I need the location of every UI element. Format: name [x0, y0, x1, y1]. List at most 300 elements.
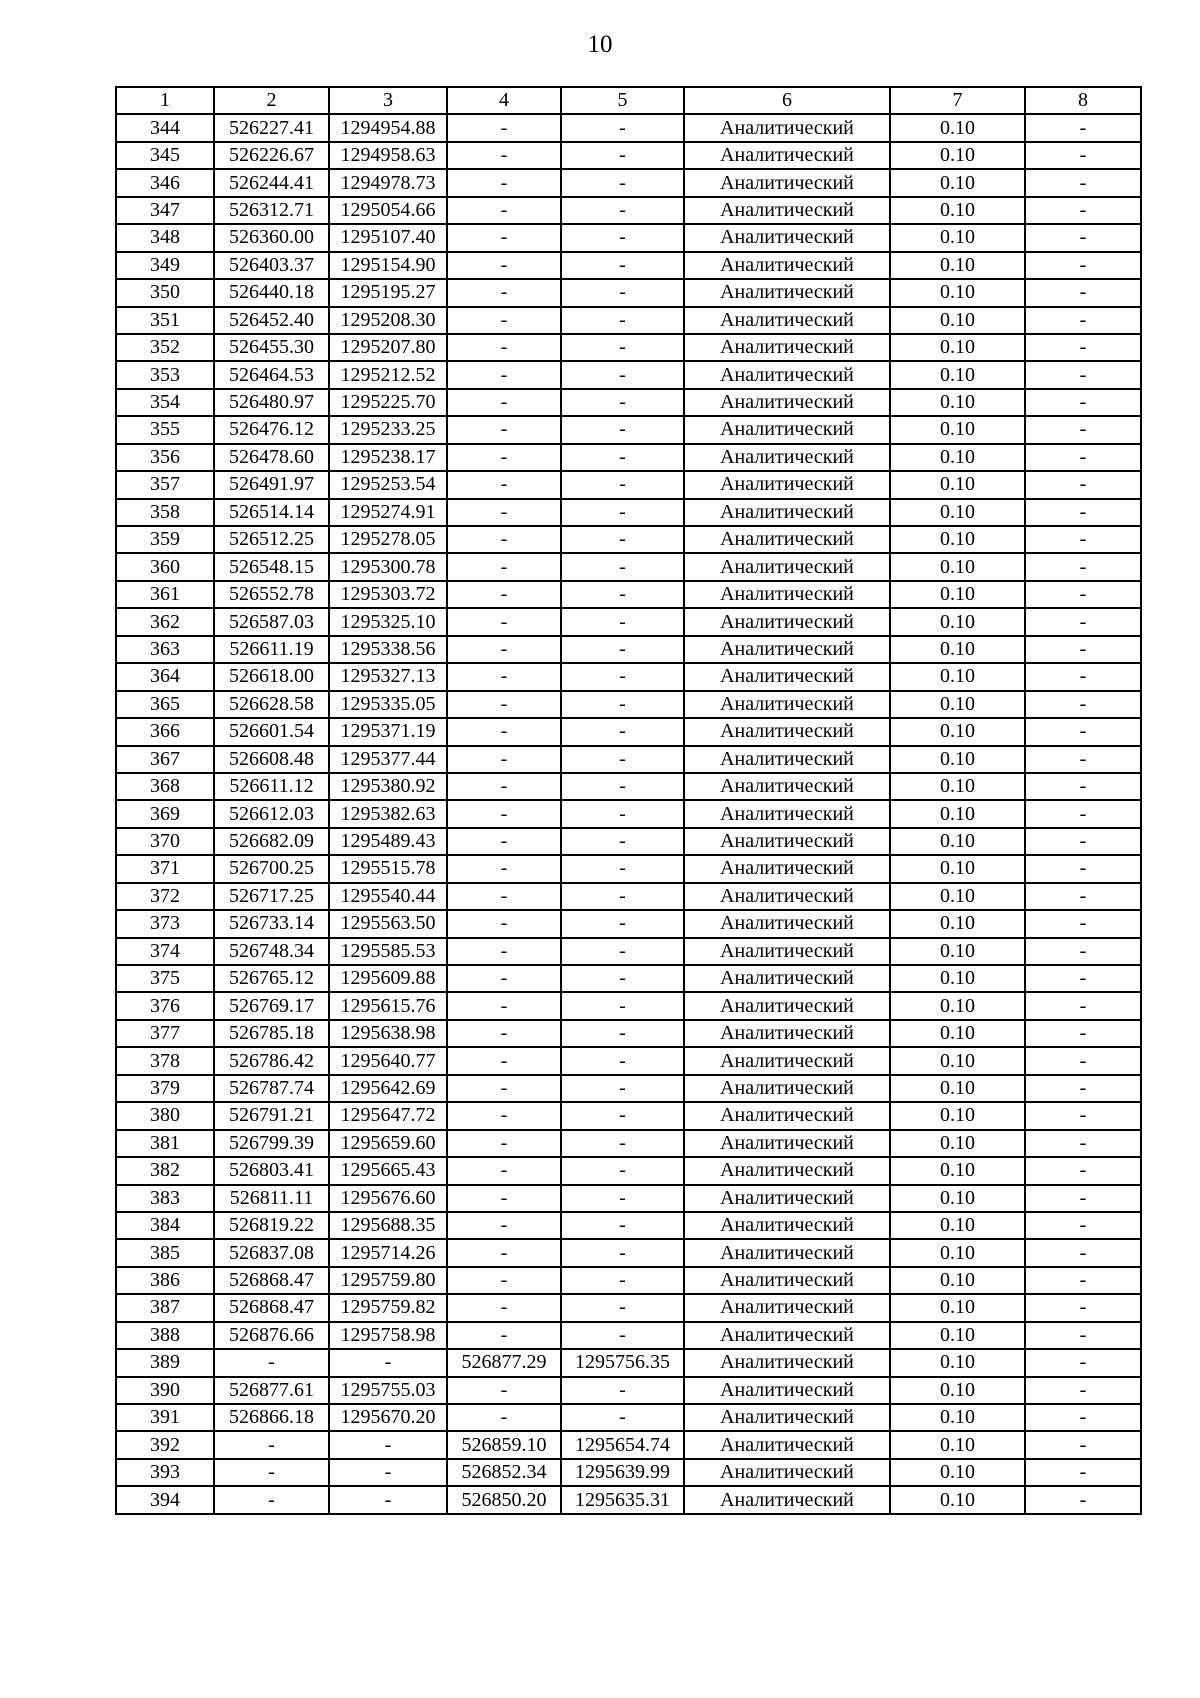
table-cell: - — [447, 1322, 561, 1349]
table-cell: - — [447, 334, 561, 361]
table-cell: - — [447, 828, 561, 855]
column-header: 6 — [684, 87, 890, 114]
table-cell: 526811.11 — [214, 1185, 329, 1212]
table-cell: 1295515.78 — [329, 855, 447, 882]
table-cell: 0.10 — [890, 1157, 1025, 1184]
table-cell: 0.10 — [890, 334, 1025, 361]
table-cell: 526866.18 — [214, 1404, 329, 1431]
table-cell: 0.10 — [890, 307, 1025, 334]
table-cell: - — [214, 1459, 329, 1486]
table-row — [116, 334, 1141, 361]
table-row — [116, 910, 1141, 937]
table-cell: 380 — [116, 1102, 214, 1129]
table-cell: - — [447, 1102, 561, 1129]
table-row — [116, 636, 1141, 663]
table-cell: 387 — [116, 1294, 214, 1321]
table-header-row — [116, 87, 1141, 114]
table-row — [116, 307, 1141, 334]
table-cell: - — [447, 800, 561, 827]
column-header: 5 — [561, 87, 684, 114]
table-cell: 1295212.52 — [329, 361, 447, 388]
table-cell: - — [1025, 1102, 1141, 1129]
table-cell: 1295642.69 — [329, 1075, 447, 1102]
table-cell: - — [1025, 224, 1141, 251]
table-cell: 349 — [116, 252, 214, 279]
table-row — [116, 1185, 1141, 1212]
table-cell: Аналитический — [684, 526, 890, 553]
table-cell: 1295714.26 — [329, 1239, 447, 1266]
table-cell: 360 — [116, 553, 214, 580]
table-cell: - — [447, 526, 561, 553]
table-cell: 0.10 — [890, 389, 1025, 416]
table-cell: 526608.48 — [214, 746, 329, 773]
table-row — [116, 279, 1141, 306]
table-row — [116, 1075, 1141, 1102]
table-cell: 526700.25 — [214, 855, 329, 882]
table-cell: - — [561, 252, 684, 279]
table-cell: Аналитический — [684, 197, 890, 224]
table-row — [116, 800, 1141, 827]
table-cell: Аналитический — [684, 1459, 890, 1486]
table-cell: - — [561, 114, 684, 141]
table-cell: 357 — [116, 471, 214, 498]
table-cell: 1295759.80 — [329, 1267, 447, 1294]
table-cell: Аналитический — [684, 718, 890, 745]
table-cell: - — [447, 1157, 561, 1184]
table-cell: 526748.34 — [214, 938, 329, 965]
table-cell: - — [561, 581, 684, 608]
table-cell: 384 — [116, 1212, 214, 1239]
table-cell: 526868.47 — [214, 1294, 329, 1321]
table-cell: 0.10 — [890, 828, 1025, 855]
table-cell: Аналитический — [684, 1239, 890, 1266]
table-cell: 345 — [116, 142, 214, 169]
table-cell: - — [561, 1157, 684, 1184]
table-row — [116, 773, 1141, 800]
table-cell: 0.10 — [890, 444, 1025, 471]
table-cell: - — [561, 1075, 684, 1102]
table-cell: Аналитический — [684, 1349, 890, 1376]
table-cell: - — [561, 773, 684, 800]
table-cell: Аналитический — [684, 389, 890, 416]
table-cell: 0.10 — [890, 1075, 1025, 1102]
table-cell: Аналитический — [684, 1486, 890, 1513]
table-cell: 526877.61 — [214, 1377, 329, 1404]
table-cell: 392 — [116, 1431, 214, 1458]
table-cell: 394 — [116, 1486, 214, 1513]
table-row — [116, 746, 1141, 773]
table-cell: - — [561, 938, 684, 965]
table-cell: - — [1025, 334, 1141, 361]
column-header: 8 — [1025, 87, 1141, 114]
table-cell: 0.10 — [890, 1377, 1025, 1404]
table-cell: 1295585.53 — [329, 938, 447, 965]
table-cell: - — [561, 1185, 684, 1212]
table-cell: - — [447, 224, 561, 251]
table-row — [116, 581, 1141, 608]
table-cell: - — [1025, 910, 1141, 937]
table-cell: - — [561, 1020, 684, 1047]
table-cell: 355 — [116, 416, 214, 443]
column-header: 2 — [214, 87, 329, 114]
table-cell: 526877.29 — [447, 1349, 561, 1376]
table-row — [116, 855, 1141, 882]
table-cell: 393 — [116, 1459, 214, 1486]
table-row — [116, 992, 1141, 1019]
table-cell: 526628.58 — [214, 691, 329, 718]
table-cell: 371 — [116, 855, 214, 882]
table-cell: 0.10 — [890, 553, 1025, 580]
table-cell: - — [1025, 416, 1141, 443]
table-row — [116, 553, 1141, 580]
table-row — [116, 1239, 1141, 1266]
table-cell: 376 — [116, 992, 214, 1019]
table-cell: - — [561, 608, 684, 635]
table-cell: 1295654.74 — [561, 1431, 684, 1458]
table-cell: 0.10 — [890, 608, 1025, 635]
table-cell: 347 — [116, 197, 214, 224]
table-row — [116, 1047, 1141, 1074]
table-cell: 0.10 — [890, 1486, 1025, 1513]
table-cell: Аналитический — [684, 1102, 890, 1129]
table-cell: Аналитический — [684, 1431, 890, 1458]
table-cell: 526476.12 — [214, 416, 329, 443]
table-cell: 0.10 — [890, 1267, 1025, 1294]
table-cell: - — [561, 965, 684, 992]
table-cell: 381 — [116, 1130, 214, 1157]
table-cell: 0.10 — [890, 636, 1025, 663]
table-cell: - — [561, 142, 684, 169]
table-cell: - — [1025, 1239, 1141, 1266]
table-cell: 526791.21 — [214, 1102, 329, 1129]
table-cell: Аналитический — [684, 608, 890, 635]
table-cell: Аналитический — [684, 910, 890, 937]
table-cell: 344 — [116, 114, 214, 141]
table-cell: 1295225.70 — [329, 389, 447, 416]
table-cell: 0.10 — [890, 279, 1025, 306]
table-cell: 1295676.60 — [329, 1185, 447, 1212]
table-cell: 0.10 — [890, 773, 1025, 800]
table-cell: 0.10 — [890, 1130, 1025, 1157]
table-cell: - — [1025, 855, 1141, 882]
table-cell: - — [561, 1212, 684, 1239]
table-cell: - — [561, 910, 684, 937]
table-cell: - — [561, 444, 684, 471]
table-cell: - — [447, 307, 561, 334]
table-cell: Аналитический — [684, 1404, 890, 1431]
table-cell: 1295540.44 — [329, 883, 447, 910]
table-cell: 391 — [116, 1404, 214, 1431]
table-cell: - — [561, 499, 684, 526]
table-cell: 363 — [116, 636, 214, 663]
table-cell: 526859.10 — [447, 1431, 561, 1458]
table-cell: Аналитический — [684, 1075, 890, 1102]
table-row — [116, 114, 1141, 141]
table-cell: 348 — [116, 224, 214, 251]
table-cell: 1295380.92 — [329, 773, 447, 800]
table-cell: Аналитический — [684, 1020, 890, 1047]
table-cell: 362 — [116, 608, 214, 635]
table-cell: 370 — [116, 828, 214, 855]
table-cell: - — [447, 581, 561, 608]
table-cell: 0.10 — [890, 1431, 1025, 1458]
table-cell: - — [1025, 1157, 1141, 1184]
table-cell: 526785.18 — [214, 1020, 329, 1047]
table-cell: 0.10 — [890, 1212, 1025, 1239]
table-cell: - — [1025, 389, 1141, 416]
table-cell: 0.10 — [890, 883, 1025, 910]
table-cell: 526868.47 — [214, 1267, 329, 1294]
table-row — [116, 1102, 1141, 1129]
table-cell: 0.10 — [890, 142, 1025, 169]
table-cell: - — [1025, 636, 1141, 663]
table-cell: 1294978.73 — [329, 169, 447, 196]
table-cell: - — [447, 1020, 561, 1047]
table-cell: 0.10 — [890, 169, 1025, 196]
table-cell: - — [1025, 581, 1141, 608]
table-cell: 526819.22 — [214, 1212, 329, 1239]
table-cell: Аналитический — [684, 142, 890, 169]
table-row — [116, 1459, 1141, 1486]
table-cell: Аналитический — [684, 307, 890, 334]
table-cell: Аналитический — [684, 252, 890, 279]
table-cell: - — [447, 553, 561, 580]
table-cell: 0.10 — [890, 471, 1025, 498]
table-body — [116, 87, 1141, 1514]
table-cell: 526226.67 — [214, 142, 329, 169]
table-row — [116, 663, 1141, 690]
table-cell: - — [214, 1486, 329, 1513]
table-cell: - — [447, 992, 561, 1019]
table-row — [116, 1486, 1141, 1513]
table-row — [116, 197, 1141, 224]
table-cell: - — [1025, 1020, 1141, 1047]
table-cell: - — [447, 169, 561, 196]
table-cell: - — [1025, 526, 1141, 553]
table-cell: - — [1025, 1486, 1141, 1513]
table-cell: - — [561, 1047, 684, 1074]
table-cell: 346 — [116, 169, 214, 196]
table-cell: - — [447, 499, 561, 526]
table-row — [116, 608, 1141, 635]
table-row — [116, 1267, 1141, 1294]
table-cell: - — [447, 361, 561, 388]
table-cell: 1295758.98 — [329, 1322, 447, 1349]
table-cell: - — [561, 526, 684, 553]
table-cell: 379 — [116, 1075, 214, 1102]
table-cell: - — [1025, 883, 1141, 910]
table-cell: - — [447, 197, 561, 224]
table-cell: - — [561, 883, 684, 910]
table-cell: - — [447, 883, 561, 910]
table-cell: 526244.41 — [214, 169, 329, 196]
table-cell: 1295640.77 — [329, 1047, 447, 1074]
table-cell: 1295154.90 — [329, 252, 447, 279]
table-cell: 526612.03 — [214, 800, 329, 827]
table-cell: 359 — [116, 526, 214, 553]
table-row — [116, 883, 1141, 910]
table-cell: Аналитический — [684, 855, 890, 882]
table-cell: - — [1025, 1349, 1141, 1376]
table-row — [116, 142, 1141, 169]
table-cell: 1295382.63 — [329, 800, 447, 827]
table-row — [116, 1322, 1141, 1349]
table-cell: 0.10 — [890, 499, 1025, 526]
table-cell: 368 — [116, 773, 214, 800]
table-cell: 377 — [116, 1020, 214, 1047]
table-cell: - — [447, 1047, 561, 1074]
table-cell: 1295659.60 — [329, 1130, 447, 1157]
table-cell: 0.10 — [890, 1294, 1025, 1321]
table-cell: 352 — [116, 334, 214, 361]
table-cell: 0.10 — [890, 691, 1025, 718]
table-cell: - — [1025, 142, 1141, 169]
table-cell: - — [561, 855, 684, 882]
table-cell: 353 — [116, 361, 214, 388]
table-cell: - — [447, 1294, 561, 1321]
table-cell: 526852.34 — [447, 1459, 561, 1486]
table-cell: 364 — [116, 663, 214, 690]
table-cell: 1295195.27 — [329, 279, 447, 306]
table-row — [116, 169, 1141, 196]
table-cell: - — [1025, 800, 1141, 827]
table-cell: - — [1025, 608, 1141, 635]
table-row — [116, 526, 1141, 553]
table-row — [116, 252, 1141, 279]
table-row — [116, 1377, 1141, 1404]
table-cell: 1295327.13 — [329, 663, 447, 690]
table-cell: - — [561, 169, 684, 196]
table-row — [116, 1130, 1141, 1157]
table-cell: 0.10 — [890, 663, 1025, 690]
table-cell: - — [447, 1404, 561, 1431]
table-cell: 526733.14 — [214, 910, 329, 937]
table-cell: 1295563.50 — [329, 910, 447, 937]
table-cell: 373 — [116, 910, 214, 937]
table-cell: - — [561, 334, 684, 361]
table-cell: 388 — [116, 1322, 214, 1349]
table-cell: - — [561, 828, 684, 855]
table-cell: - — [1025, 1459, 1141, 1486]
table-cell: 366 — [116, 718, 214, 745]
table-cell: - — [447, 1377, 561, 1404]
table-cell: 526480.97 — [214, 389, 329, 416]
table-cell: 1295238.17 — [329, 444, 447, 471]
table-row — [116, 416, 1141, 443]
table-cell: - — [1025, 197, 1141, 224]
table-cell: 0.10 — [890, 746, 1025, 773]
table-cell: - — [1025, 1377, 1141, 1404]
table-cell: 0.10 — [890, 1020, 1025, 1047]
table-cell: Аналитический — [684, 553, 890, 580]
table-cell: Аналитический — [684, 938, 890, 965]
table-cell: - — [561, 1267, 684, 1294]
table-cell: - — [1025, 252, 1141, 279]
table-cell: 526611.12 — [214, 773, 329, 800]
table-cell: Аналитический — [684, 416, 890, 443]
table-cell: Аналитический — [684, 1047, 890, 1074]
table-cell: 386 — [116, 1267, 214, 1294]
table-cell: 351 — [116, 307, 214, 334]
table-cell: Аналитический — [684, 334, 890, 361]
table-cell: - — [1025, 1212, 1141, 1239]
table-cell: - — [447, 938, 561, 965]
table-cell: - — [447, 691, 561, 718]
table-row — [116, 1157, 1141, 1184]
table-cell: 1295371.19 — [329, 718, 447, 745]
table-cell: - — [1025, 1322, 1141, 1349]
table-cell: 526227.41 — [214, 114, 329, 141]
table-cell: - — [329, 1431, 447, 1458]
table-row — [116, 718, 1141, 745]
table-cell: 0.10 — [890, 224, 1025, 251]
table-cell: 1295639.99 — [561, 1459, 684, 1486]
table-cell: Аналитический — [684, 1294, 890, 1321]
table-cell: Аналитический — [684, 1267, 890, 1294]
table-row — [116, 1294, 1141, 1321]
table-cell: - — [447, 114, 561, 141]
table-cell: Аналитический — [684, 1130, 890, 1157]
table-cell: - — [561, 718, 684, 745]
table-cell: 526440.18 — [214, 279, 329, 306]
table-row — [116, 1212, 1141, 1239]
table-cell: - — [561, 636, 684, 663]
table-cell: 526682.09 — [214, 828, 329, 855]
table-cell: 372 — [116, 883, 214, 910]
table-cell: - — [1025, 361, 1141, 388]
table-cell: - — [561, 224, 684, 251]
table-cell: - — [1025, 828, 1141, 855]
table-cell: 0.10 — [890, 361, 1025, 388]
table-cell: - — [561, 1102, 684, 1129]
table-cell: 1295665.43 — [329, 1157, 447, 1184]
table-cell: Аналитический — [684, 800, 890, 827]
table-cell: 382 — [116, 1157, 214, 1184]
table-cell: 0.10 — [890, 1047, 1025, 1074]
table-cell: Аналитический — [684, 828, 890, 855]
table-row — [116, 1404, 1141, 1431]
table-cell: 1295274.91 — [329, 499, 447, 526]
table-cell: - — [1025, 938, 1141, 965]
table-cell: - — [447, 252, 561, 279]
table-cell: - — [561, 1377, 684, 1404]
table-cell: 1295759.82 — [329, 1294, 447, 1321]
table-cell: - — [561, 746, 684, 773]
table-cell: Аналитический — [684, 1157, 890, 1184]
table-cell: 1295756.35 — [561, 1349, 684, 1376]
table-cell: - — [1025, 1267, 1141, 1294]
column-header: 4 — [447, 87, 561, 114]
table-cell: Аналитический — [684, 471, 890, 498]
table-cell: 526876.66 — [214, 1322, 329, 1349]
table-cell: 526548.15 — [214, 553, 329, 580]
table-cell: 0.10 — [890, 938, 1025, 965]
table-cell: - — [447, 663, 561, 690]
table-cell: 526452.40 — [214, 307, 329, 334]
table-cell: 0.10 — [890, 1239, 1025, 1266]
table-row — [116, 1020, 1141, 1047]
table-cell: - — [1025, 663, 1141, 690]
table-cell: - — [447, 855, 561, 882]
table-cell: 1295253.54 — [329, 471, 447, 498]
table-cell: - — [561, 553, 684, 580]
table-cell: 526837.08 — [214, 1239, 329, 1266]
table-cell: 361 — [116, 581, 214, 608]
table-cell: - — [447, 1212, 561, 1239]
table-cell: Аналитический — [684, 361, 890, 388]
table-cell: - — [561, 1404, 684, 1431]
table-cell: 0.10 — [890, 992, 1025, 1019]
